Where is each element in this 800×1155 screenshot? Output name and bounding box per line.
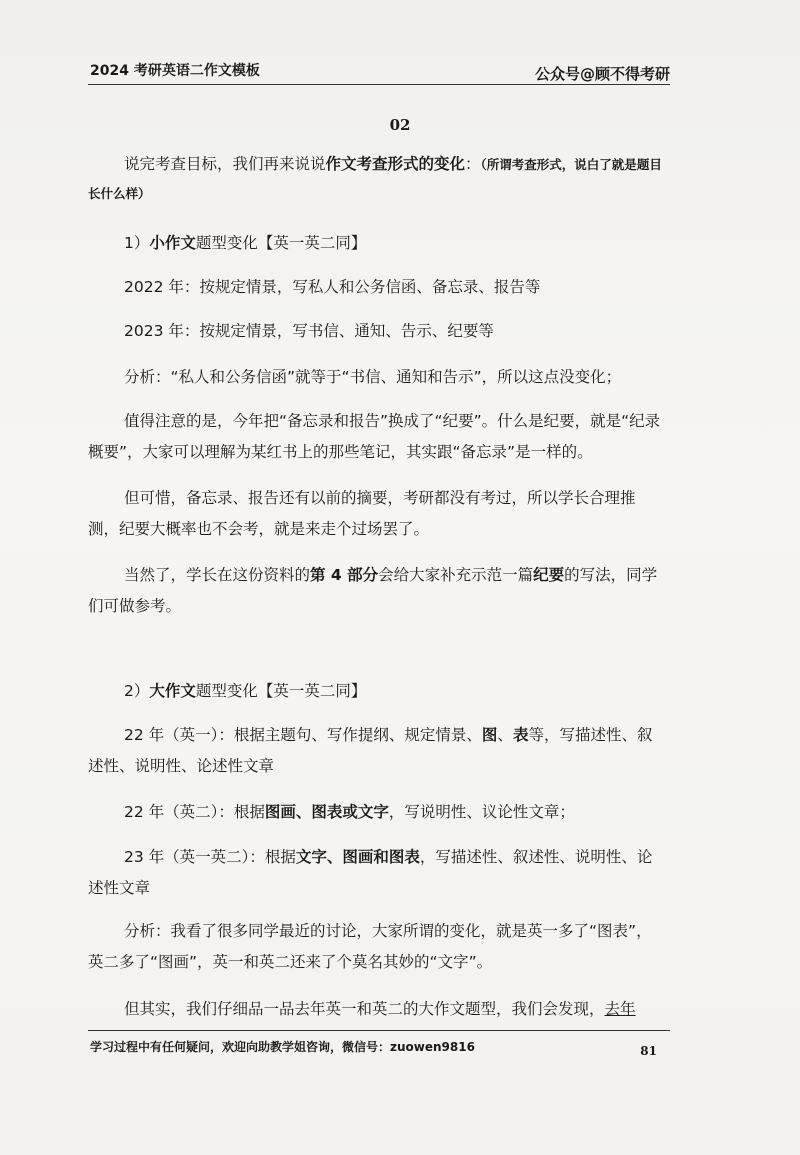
small-2022 [88,272,666,303]
big-last-underlined: 去年 [604,1000,636,1018]
small-guess [88,483,666,545]
big-e2-a: 22 年（英二）：根据 [124,803,265,821]
small-essay-heading [88,228,666,259]
intro-colon: ： [465,155,481,173]
big-e2 [88,797,666,828]
intro-note-b: 题目长什么样 [88,157,662,201]
small-note [88,406,666,468]
header-rule [88,84,670,85]
header-title: 2024 考研英语二作文模板 [90,63,260,79]
small-note-text: 值得注意的是，今年把“备忘录和报告”换成了“纪要”。什么是纪要，就是“纪录概要”，大家可以理解为某红书上的那些笔记，其实跟“备忘录”是一样的。 [88,412,661,461]
small-num: 1） [124,234,150,252]
intro-note-a: （所谓考查形式，说白了就是 [480,157,637,172]
big-e3 [88,842,666,904]
intro-note-c: ） [138,186,151,201]
big-last-a: 但其实，我们仔细品一品去年英一和英二的大作文题型，我们会发现， [124,1000,605,1018]
footer-rule [88,1030,670,1031]
big-e1-e: 等，写描述性、叙述性、说明性、论述性文章 [88,726,653,775]
intro-emphasis: 作文考查形式的变化 [325,155,466,173]
intro-paragraph [88,150,666,208]
footer-contact: 学习过程中有任何疑问，欢迎向助教学姐咨询，微信号：zuowen9816 [90,1040,475,1054]
header-account: 公众号@顾不得考研 [534,65,670,83]
small-analysis-text: 分析：“私人和公务信函”就等于“书信、通知和告示”，所以这点没变化； [124,368,622,386]
small-rest: 题型变化【英一英二同】 [195,234,367,252]
small-final-a: 当然了，学长在这份资料的 [124,566,311,584]
big-analysis-text: 分析：我看了很多同学最近的讨论，大家所谓的变化，就是英一多了“图表”，英二多了“图画”，英一和英二还来了个莫名其妙的“文字”。 [88,922,652,971]
big-e2-b: 图画、图表或文字 [264,803,389,821]
big-title: 大作文 [149,682,196,700]
big-e1 [88,720,666,782]
small-2023 [88,316,666,347]
section-number: 02 [389,116,411,134]
big-last [88,994,666,1025]
big-e1-c: 、 [497,726,513,744]
big-e1-a: 22 年（英一）：根据主题句、写作提纲、规定情景、 [124,726,482,744]
big-e3-c: ，写描述性、叙述性、说明性、论述性文章 [88,848,653,897]
small-analysis [88,362,666,393]
small-title: 小作文 [149,234,196,252]
small-final-e: 的写法，同学们可做参考。 [88,566,658,615]
big-e1-b: 图 [481,726,498,744]
big-e1-d: 表 [512,726,529,744]
big-analysis [88,916,666,978]
small-final-d: 纪要 [533,566,565,584]
big-e3-a: 23 年（英一英二）：根据 [124,848,296,866]
small-final-c: 会给大家补充示范一篇 [378,566,534,584]
big-rest: 题型变化【英一英二同】 [195,682,367,700]
page-number: 81 [640,1044,657,1058]
small-final-b: 第 4 部分 [310,566,379,584]
intro-text: 说完考查目标，我们再来说说 [124,155,326,173]
small-2023-text: 2023 年：按规定情景，写书信、通知、告示、纪要等 [124,322,494,340]
big-e3-b: 文字、图画和图表 [295,848,420,866]
small-final [88,560,666,622]
small-2022-text: 2022 年：按规定情景，写私人和公务信函、备忘录、报告等 [124,278,541,296]
big-num: 2） [124,682,150,700]
big-essay-heading [88,676,666,707]
big-e2-c: ，写说明性、议论性文章； [388,803,575,821]
small-guess-text: 但可惜，备忘录、报告还有以前的摘要，考研都没有考过，所以学长合理推测，纪要大概率也不会考，就是来走个过场罢了。 [88,489,636,538]
